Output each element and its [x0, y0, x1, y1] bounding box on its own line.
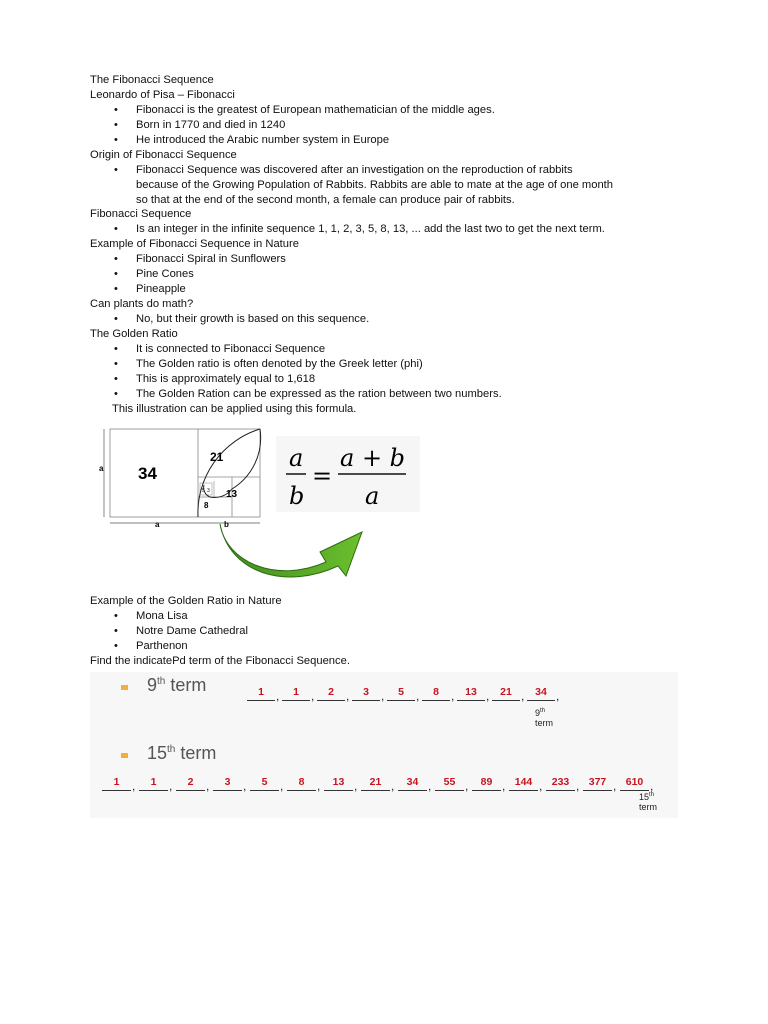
sequence-comma: , [132, 779, 136, 793]
sequence-comma: , [416, 689, 420, 703]
sequence-comma: , [169, 779, 173, 793]
sequence-comma: , [381, 689, 385, 703]
sequence-comma: , [354, 779, 358, 793]
bullet-item: • Parthenon [136, 639, 188, 653]
sequence-answer-cell: 233 [546, 776, 575, 788]
fifteenth-term-heading: 15th term [147, 743, 217, 763]
sequence-answer-cell: 21 [492, 686, 520, 698]
bullet-item: • No, but their growth is based on this sequence. [136, 312, 369, 326]
square-label-21: 21 [210, 450, 224, 464]
formula-lhs-denominator: b [289, 482, 305, 510]
sequence-answer-cell: 8 [287, 776, 316, 788]
bullet-item: • Pineapple [136, 282, 186, 296]
formula-equals: = [312, 462, 333, 490]
sequence-comma: , [391, 779, 395, 793]
section-heading-find: Find the indicatePd term of the Fibonacci Sequence. [90, 655, 350, 667]
sequence-exercise-panel [90, 672, 678, 818]
sequence-answer-cell: 1 [282, 686, 310, 698]
section-heading-plants: Can plants do math? [90, 298, 194, 310]
bottom-label-a: a [155, 520, 160, 529]
formula-lhs-numerator: a [289, 444, 304, 472]
sequence-comma: , [521, 689, 525, 703]
sequence-answer-cell: 1 [139, 776, 168, 788]
bullet-item: • It is connected to Fibonacci Sequence [136, 342, 325, 356]
bullet-item: • The Golden ratio is often denoted by the Greek letter (phi) [136, 357, 423, 371]
square-label-5: 5 [202, 488, 205, 494]
illustration-note: This illustration can be applied using this formula. [112, 403, 357, 415]
sequence-comma: , [280, 779, 284, 793]
square-label-13: 13 [226, 489, 238, 500]
doc-subtitle: Leonardo of Pisa – Fibonacci [90, 89, 235, 101]
square-label-3: 3 [207, 488, 210, 494]
square-label-34: 34 [138, 464, 157, 483]
sequence-answer-cell: 89 [472, 776, 501, 788]
sequence-comma: , [502, 779, 506, 793]
sequence-comma: , [486, 689, 490, 703]
bullet-item: • Notre Dame Cathedral [136, 624, 248, 638]
sequence-comma: , [311, 689, 315, 703]
bullet-item: • He introduced the Arabic number system in Europe [136, 133, 389, 147]
sequence-answer-cell: 13 [457, 686, 485, 698]
bullet-item: • Mona Lisa [136, 609, 188, 623]
sequence-answer-cell: 2 [317, 686, 345, 698]
sequence-comma: , [428, 779, 432, 793]
sequence-comma: , [206, 779, 210, 793]
sequence-answer-cell: 8 [422, 686, 450, 698]
sequence-comma: , [539, 779, 543, 793]
sequence-comma: , [465, 779, 469, 793]
square-label-8: 8 [204, 501, 209, 510]
sequence-answer-cell: 3 [213, 776, 242, 788]
sequence-answer-cell: 21 [361, 776, 390, 788]
sequence-answer-cell: 5 [387, 686, 415, 698]
fifteenth-term-note: 15th term [639, 792, 657, 812]
section-heading-golden: The Golden Ratio [90, 328, 178, 340]
bullet-item: • Fibonacci Spiral in Sunflowers [136, 252, 286, 266]
ninth-term-note: 9th term [535, 708, 553, 728]
side-label-a: a [99, 464, 104, 473]
sequence-answer-cell: 377 [583, 776, 612, 788]
sequence-answer-cell: 144 [509, 776, 538, 788]
curved-arrow-icon [216, 522, 366, 582]
bottom-label-b: b [224, 520, 229, 529]
section-heading-sequence: Fibonacci Sequence [90, 208, 192, 220]
section-heading-golden-nature: Example of the Golden Ratio in Nature [90, 595, 282, 607]
bullet-continuation: so that at the end of the second month, a female can produce pair of rabbits. [136, 194, 515, 206]
sequence-answer-cell: 1 [247, 686, 275, 698]
bullet-item: • The Golden Ration can be expressed as the ration between two numbers. [136, 387, 502, 401]
sequence-comma: , [650, 779, 654, 793]
bullet-item: • Fibonacci Sequence was discovered after an investigation on the reproduction of rabbits [136, 163, 573, 177]
bullet-item: • Fibonacci is the greatest of European mathematician of the middle ages. [136, 103, 495, 117]
sequence-answer-cell: 34 [527, 686, 555, 698]
formula-rhs-numerator: a + b [340, 444, 406, 472]
sequence-comma: , [556, 689, 560, 703]
sequence-answer-cell: 3 [352, 686, 380, 698]
sequence-answer-cell: 2 [176, 776, 205, 788]
orange-bullet-icon [121, 753, 128, 758]
bullet-item: • Is an integer in the infinite sequence 1, 1, 2, 3, 5, 8, 13, ... add the last two to get the next term. [136, 222, 605, 236]
sequence-answer-cell: 13 [324, 776, 353, 788]
bullet-item: • Born in 1770 and died in 1240 [136, 118, 285, 132]
golden-spiral-figure [96, 425, 266, 530]
orange-bullet-icon [121, 685, 128, 690]
sequence-comma: , [317, 779, 321, 793]
sequence-comma: , [243, 779, 247, 793]
sequence-answer-cell: 1 [102, 776, 131, 788]
sequence-answer-cell: 55 [435, 776, 464, 788]
section-heading-origin: Origin of Fibonacci Sequence [90, 149, 237, 161]
section-heading-nature: Example of Fibonacci Sequence in Nature [90, 238, 299, 250]
golden-ratio-formula [276, 436, 420, 512]
bullet-continuation: because of the Growing Population of Rabbits. Rabbits are able to mate at the age of one month [136, 179, 614, 191]
sequence-comma: , [613, 779, 617, 793]
sequence-comma: , [346, 689, 350, 703]
sequence-comma: , [451, 689, 455, 703]
sequence-answer-cell: 5 [250, 776, 279, 788]
bullet-item: • This is approximately equal to 1,618 [136, 372, 315, 386]
formula-rhs-denominator: a [365, 482, 380, 510]
sequence-answer-cell: 34 [398, 776, 427, 788]
bullet-item: • Pine Cones [136, 267, 194, 281]
sequence-answer-cell: 610 [620, 776, 649, 788]
ninth-term-heading: 9th term [147, 675, 207, 695]
doc-title: The Fibonacci Sequence [90, 74, 214, 86]
sequence-comma: , [276, 689, 280, 703]
sequence-comma: , [576, 779, 580, 793]
